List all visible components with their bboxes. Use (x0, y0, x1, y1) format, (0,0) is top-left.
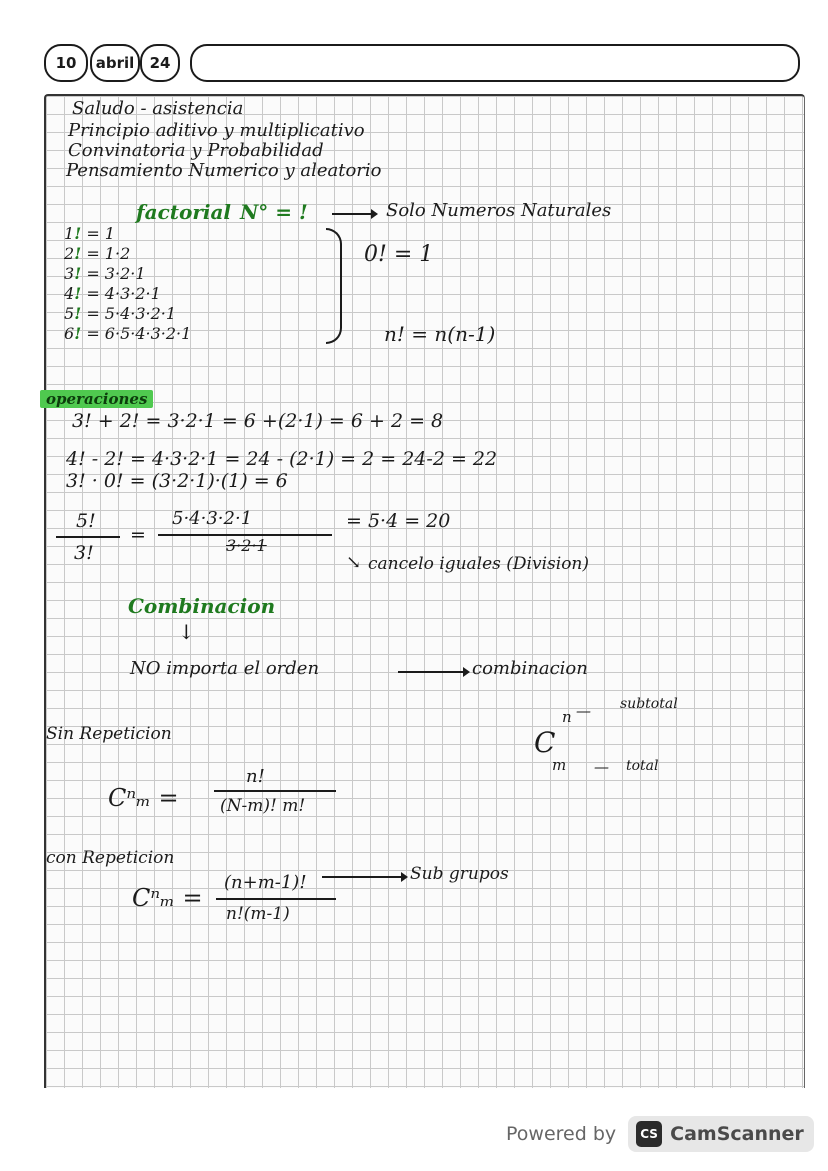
order-text: NO importa el orden (130, 658, 320, 679)
factorial-note: Solo Numeros Naturales (386, 200, 612, 221)
date-day: 10 (44, 44, 88, 82)
note-line-2: Principio aditivo y multiplicativo (68, 120, 365, 141)
operaciones-heading: operaciones (40, 390, 153, 408)
title-box (190, 44, 800, 82)
cancel-note: cancelo iguales (Division) (368, 554, 590, 574)
operation-example-1: 3! + 2! = 3·2·1 = 6 +(2·1) = 6 + 2 = 8 (72, 410, 444, 432)
m-dash: — (594, 758, 609, 776)
down-arrow-icon: ↓ (178, 620, 195, 644)
factorial-row: 6! = 6·5·4·3·2·1 (64, 324, 192, 343)
sin-formula-lhs: Cⁿₘ = (108, 784, 179, 812)
expanded-denominator: 3·2·1 (226, 536, 267, 555)
fraction-denominator: 3! (74, 542, 94, 564)
factorial-symbol: N° = ! (240, 200, 308, 224)
sin-formula-numerator: n! (246, 766, 265, 787)
camscanner-brand: CamScanner (670, 1123, 804, 1145)
camscanner-watermark (506, 1116, 814, 1152)
c-letter: C (534, 726, 556, 759)
arrow-icon (398, 671, 464, 673)
zero-factorial: 0! = 1 (364, 242, 434, 267)
order-result: combinacion (472, 658, 588, 679)
date-month: abril (90, 44, 140, 82)
con-formula-lhs: Cⁿₘ = (132, 884, 203, 912)
camscanner-logo-icon: CS (636, 1121, 662, 1147)
n-letter: n (562, 708, 572, 726)
sin-fraction-line (214, 790, 336, 792)
equals-sign: = (130, 524, 146, 546)
factorial-row: 1! = 1 (64, 224, 115, 243)
sin-formula-denominator: (N-m)! m! (220, 796, 306, 816)
camscanner-badge (628, 1116, 814, 1152)
factorial-row: 5! = 5·4·3·2·1 (64, 304, 177, 323)
sub-grupos-note: Sub grupos (410, 864, 509, 884)
n-dash: — (576, 702, 591, 720)
arrow-icon (332, 213, 372, 215)
con-formula-numerator: (n+m-1)! (224, 872, 307, 893)
note-line-1: Saludo - asistencia (72, 98, 244, 119)
total-label: total (626, 758, 659, 774)
fraction-result: = 5·4 = 20 (346, 510, 451, 532)
powered-by-text: Powered by (506, 1123, 617, 1145)
date-year: 24 (140, 44, 180, 82)
expanded-numerator: 5·4·3·2·1 (172, 508, 253, 529)
operation-example-2: 4! - 2! = 4·3·2·1 = 24 - (2·1) = 2 = 24-2 = 22 (66, 448, 498, 470)
operation-example-3: 3! · 0! = (3·2·1)·(1) = 6 (66, 470, 288, 492)
cancel-arrow-icon: ↘ (346, 552, 362, 573)
factorial-row: 3! = 3·2·1 (64, 264, 146, 283)
note-line-4: Pensamiento Numerico y aleatorio (66, 160, 382, 181)
fraction-line (56, 536, 120, 538)
con-repeticion-label: con Repeticion (46, 848, 175, 868)
con-formula-denominator: n!(m-1) (226, 904, 290, 924)
con-fraction-line (216, 898, 336, 900)
sin-repeticion-label: Sin Repeticion (46, 724, 172, 744)
factorial-row: 4! = 4·3·2·1 (64, 284, 161, 303)
combinacion-heading: Combinacion (128, 594, 276, 618)
factorial-row: 2! = 1·2 (64, 244, 131, 263)
brace-icon (326, 228, 342, 344)
arrow-icon (322, 876, 402, 878)
factorial-heading: factorial (136, 200, 232, 224)
notebook-page (44, 94, 805, 1088)
m-letter: m (552, 756, 567, 774)
fraction-numerator: 5! (76, 510, 96, 532)
subtotal-label: subtotal (620, 696, 678, 712)
factorial-general: n! = n(n-1) (384, 322, 496, 346)
note-line-3: Convinatoria y Probabilidad (68, 140, 324, 161)
